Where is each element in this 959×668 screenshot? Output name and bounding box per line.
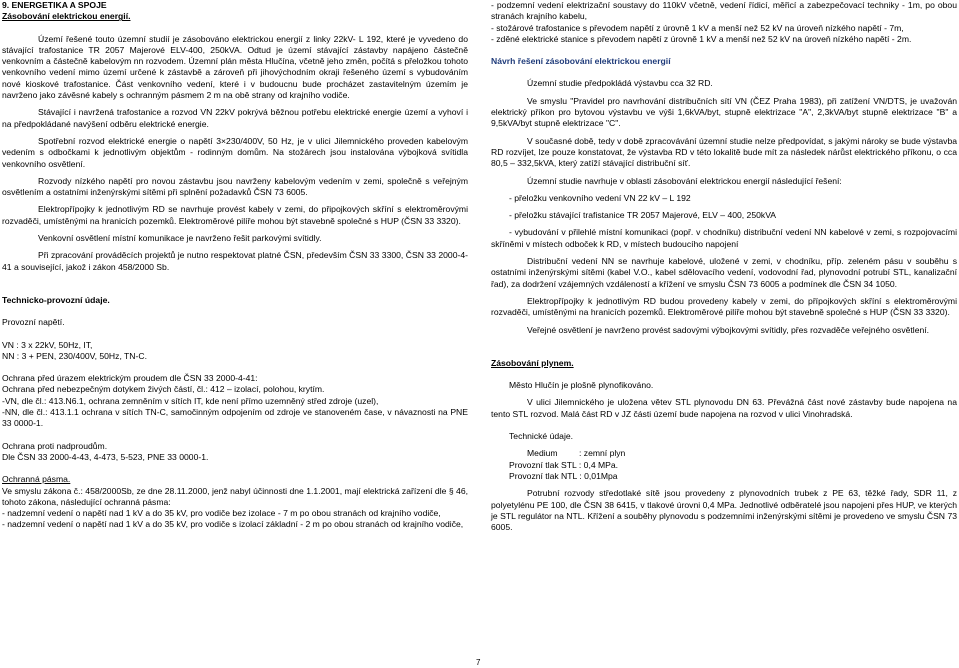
zones-item-4: - stožárové trafostanice s převodem napětí z úrovně 1 kV a menší než 52 kV na úroveň nízkého napětí - 7m, xyxy=(491,22,904,33)
proposal-solution-intro: Územní studie navrhuje v oblasti zásobování elektrickou energií následující řešení: xyxy=(527,175,842,186)
paragraph-distribution: Spotřební rozvod elektrické energie o napětí 3×230/400V, 50 Hz, je v ulici Jilemnického proveden kabelovým vedením s odbočkami k jednotlivým objektům - rodinným domům. Na stožárech jsou instalována výbojková svítidla venkovního osvětlení. xyxy=(2,135,468,169)
proposal-connections: Elektropřípojky k jednotlivým RD budou provedeny kabely v zemi, do přípojkových skříní s elektroměrovými rozvaděči, umístěnými na hranicích pozemků. Elektroměrové pilíře mohou být stavebně společné s HUP (ČSN 33 3320). xyxy=(491,295,957,318)
proposal-current-state: V současné době, tedy v době zpracovávání územní studie nelze předpovídat, s jakými nároky se bude výstavba RD rozvíjet, lze pouze konstatovat, že výstavba RD v této lokalitě bude mít za následek nárůst elektrického příkonu, o cca 80,5 – 332,5kVA, který zatíží stávající distribuční síť. xyxy=(491,135,957,169)
gas-medium xyxy=(491,448,957,459)
gas-medium-label: Medium xyxy=(527,448,558,459)
proposal-list-item-1: - přeložku venkovního vedení VN 22 kV – L 192 xyxy=(509,192,691,203)
overcurrent-heading: Ochrana proti nadproudům. xyxy=(2,440,108,451)
protection-line-2: -VN, dle čl.: 413.N6.1, ochrana zemněním v sítích IT, kde není přímo uzemněný střed zdroje (uzel), xyxy=(2,395,379,406)
nn-line: NN : 3 + PEN, 230/400V, 50Hz, TN-C. xyxy=(2,350,147,361)
paragraph-standards: Při zpracování prováděcích projektů je nutno respektovat platné ČSN, především ČSN 33 3300, ČSN 33 2000-4-41 a související, jakož i zákon 458/2000 Sb. xyxy=(2,250,468,272)
gas-stl-pressure: Provozní tlak STL : 0,4 MPa. xyxy=(509,459,619,470)
page-number: 7 xyxy=(476,658,481,667)
proposal-rules: Ve smyslu "Pravidel pro navrhování distribučních sítí VN (ČEZ Praha 1983), při zatížení VN/DTS, je uvažován elektrický příkon pro bytovou výstavbu ve výši 1,6kVA/byt, stupně elektrizace "A", 2,3kVA/byt stupně elektrizace "B" a 9,5kVA/byt stupně elektrizace "C". xyxy=(491,95,957,129)
gas-tech-heading: Technické údaje. xyxy=(509,431,574,442)
proposal-heading: Návrh řešení zásobování elektrickou energií xyxy=(491,56,671,67)
paragraph-transformer: Stávající i navržená trafostanice a rozvod VN 22kV pokrývá běžnou potřebu elektrické energie území a vyhoví i na předpokládané navýšení odběru elektrické energie. xyxy=(2,107,468,129)
protection-line-3: -NN, dle čl.: 413.1.1 ochrana v sítích TN-C, samočinným odpojením od zdroje ve stanoveném čase, v návaznosti na PNE 33 0000-1. xyxy=(2,407,468,429)
gas-ntl-pressure: Provozní tlak NTL : 0,01Mpa xyxy=(509,470,618,481)
gas-medium-value: : zemní plyn xyxy=(579,448,626,459)
paragraph-lighting: Venkovní osvětlení místní komunikace je navrženo řešit parkovými svítidly. xyxy=(38,233,322,244)
section-heading: 9. ENERGETIKA A SPOJE xyxy=(2,0,107,10)
paragraph-territory: Území řešené touto územní studií je zásobováno elektrickou energií z linky 22kV- L 192, které je vyvedeno do stávající trafostanice TR 2057 Majerové ELV-400, 250kVA. Odtud je území stávající zástavby napájeno částečně venkovním a částečně kabelovým nn rozvodem. Územní plán města Hlučína, včetně jeho změn, počítá s přeložkou tohoto venkovního vedení mimo území určené k zástavbě a zároveň při jihovýchodním okraji řešeného území s vybudováním nové kioskové trafostanice. Část venkovního vedení, které i v budoucnu bude procházet zastavitelným územím je navrženo jako závěsné kabely s ochranným pásmem 2 m na obě strany od krajního vodiče. xyxy=(2,33,468,101)
protection-heading: Ochrana před úrazem elektrickým proudem dle ČSN 33 2000-4-41: xyxy=(2,373,258,384)
paragraph-connections: Elektropřípojky k jednotlivým RD se navrhuje provést kabely v zemi, do připojkových skříní s elektroměrovými rozvaděči, umístěnými na hranicích pozemků. Elektroměrové pilíře mohou být stavebně společné s HUP (ČSN 33 3320). xyxy=(2,204,468,226)
proposal-count: Územní studie předpokládá výstavbu cca 32 RD. xyxy=(527,78,713,89)
zones-item-3: - podzemní vedení elektrizační soustavy do 110kV včetně, vedení řídicí, měřicí a zabezpečovací techniky - 1m, po obou stranách krajního kabelu, xyxy=(491,0,957,22)
tech-heading: Technicko-provozní údaje. xyxy=(2,294,110,305)
right-column xyxy=(491,0,957,533)
gas-city: Město Hlučín je plošně plynofikováno. xyxy=(509,380,654,391)
zones-intro: Ve smyslu zákona č.: 458/2000Sb, ze dne 28.11.2000, jenž nabyl účinnosti dne 1.1.2001, mají elektrická zařízení dle § 46, tohoto zákona, následující ochranná pásma: xyxy=(2,485,468,507)
zones-item-2: - nadzemní vedení o napětí nad 1 kV a do 35 kV, pro vodiče s izolací základní - 2 m po obou stranách od krajního vodiče, xyxy=(2,519,464,530)
voltage-label: Provozní napětí. xyxy=(2,317,65,328)
overcurrent-standards: Dle ČSN 33 2000-4-43, 4-473, 5-523, PNE 33 0000-1. xyxy=(2,451,209,462)
gas-pipelines: Potrubní rozvody středotlaké sítě jsou provedeny z plynovodních trubek z PE 63, těžké řady, SDR 11, z polyetylénu PE 100, dle ČSN 38 6415, v tlakové úrovni 0,4 MPa. Jednotlivé odběratelé jsou napojeni přes HUP, ve kterých je STL regulátor na NTL. Křížení a souběhy plynovodu s podzemními inženýrskými sítěmi je provedeno ve smyslu ČSN 73 6005. xyxy=(491,488,957,533)
proposal-lighting: Veřejné osvětlení je navrženo provést sadovými výbojkovými svítidly, přes rozvaděče veřejného osvětlení. xyxy=(527,324,930,335)
zones-item-1: - nadzemní vedení o napětí nad 1 kV a do 35 kV, pro vodiče bez izolace - 7 m po obou stranách od krajního vodiče, xyxy=(2,508,441,519)
proposal-list-item-2: - přeložku stávající trafistanice TR 2057 Majerové, ELV – 400, 250kVA xyxy=(509,210,777,221)
left-column xyxy=(2,0,468,531)
zones-item-5: - zděné elektrické stanice s převodem napětí z úrovně 1 kV a menší než 52 kV na úroveň nízkého napětí - 2m. xyxy=(491,33,912,44)
proposal-nn-distribution: Distribuční vedení NN se navrhuje kabelové, uložené v zemi, v chodníku, příp. zeleném pásu v souběhu s ostatními inženýrskými sítěmi (kabel V.O., kabel sdělovacího vedení, vodovodní řad, plynovodní potrubí STL, kanalizační řad), za dodržení vzájemných vzdáleností a křížení ve smyslu ČSN 73 6005 a podmínek dle ČSN 34 1050. xyxy=(491,256,957,289)
proposal-list-item-3: - vybudování v přilehlé místní komunikaci (popř. v chodníku) distribuční vedení NN kabelové v zemi, s rozpojovacími skříněmi v místech odboček k RD, v místech budoucího napojení xyxy=(491,227,957,249)
protection-zones-heading: Ochranná pásma. xyxy=(2,474,71,485)
protection-line-1: Ochrana před nebezpečným dotykem živých částí, čl.: 412 – izolací, polohou, krytím. xyxy=(2,384,325,395)
gas-heading: Zásobování plynem. xyxy=(491,357,574,368)
vn-line: VN : 3 x 22kV, 50Hz, IT, xyxy=(2,339,93,350)
gas-branch: V ulici Jilemnického je uložena větev STL plynovodu DN 63. Převážná část nové zástavby bude napojena na tento STL rozvod. Malá část RD v JZ části území bude napojena na rozvod v ulici Vinohradská. xyxy=(491,397,957,419)
paragraph-low-voltage: Rozvody nízkého napětí pro novou zástavbu jsou navrženy kabelovým vedením v zemi, společně s veřejným osvětlením a ostatními inženýrskými sítěmi při splnění požadavků ČSN 73 6005. xyxy=(2,175,468,198)
electricity-subheading: Zásobování elektrickou energií. xyxy=(2,11,131,22)
